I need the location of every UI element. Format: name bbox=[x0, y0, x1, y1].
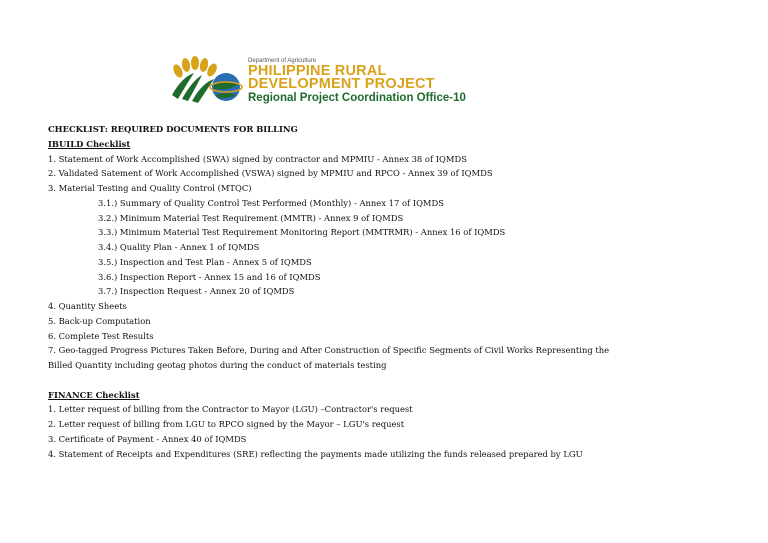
sub-list-item: 3.1.) Summary of Quality Control Test Performed (Monthly) - Annex 17 of IQMDS bbox=[98, 197, 444, 208]
header-text bbox=[248, 57, 466, 105]
department-label: Department of Agriculture bbox=[248, 58, 317, 64]
sub-list-item: 3.2.) Minimum Material Test Requirement (MMTR) - Annex 9 of IQMDS bbox=[98, 212, 404, 223]
list-item: 4. Statement of Receipts and Expenditures (SRE) reflecting the payments made utilizing the funds released prepared by LGU bbox=[48, 448, 583, 459]
list-item: 5. Back-up Computation bbox=[48, 315, 151, 326]
document-body bbox=[48, 122, 748, 461]
ibuild-heading: IBUILD Checklist bbox=[48, 138, 131, 149]
sub-list-item: 3.6.) Inspection Report - Annex 15 and 16 of IQMDS bbox=[98, 271, 321, 282]
sub-list-item: 3.4.) Quality Plan - Annex 1 of IQMDS bbox=[98, 242, 260, 252]
finance-heading: FINANCE Checklist bbox=[48, 389, 140, 400]
list-item: 3. Material Testing and Quality Control (MTQC) bbox=[48, 183, 252, 193]
list-item: 2. Letter request of billing from LGU to RPCO signed by the Mayor – LGU's request bbox=[48, 419, 405, 429]
list-item: 6. Complete Test Results bbox=[48, 330, 154, 341]
list-item: 1. Letter request of billing from the Contractor to Mayor (LGU) –Contractor's request bbox=[48, 404, 413, 415]
checklist-title: CHECKLIST: REQUIRED DOCUMENTS FOR BILLING bbox=[48, 124, 298, 134]
list-item: 3. Certificate of Payment - Annex 40 of IQMDS bbox=[48, 433, 247, 444]
list-item: 1. Statement of Work Accomplished (SWA) signed by contractor and MPMIU - Annex 38 of IQMDS bbox=[48, 153, 467, 164]
project-title-line2: DEVELOPMENT PROJECT bbox=[248, 76, 435, 92]
list-item: 4. Quantity Sheets bbox=[48, 301, 127, 311]
project-title-line1: PHILIPPINE RURAL bbox=[248, 63, 387, 79]
list-item: 2. Validated Satement of Work Accomplished (VSWA) signed by MPMIU and RPCO - Annex 39 of IQMDS bbox=[48, 168, 493, 179]
office-label: Regional Project Coordination Office-10 bbox=[248, 92, 466, 104]
list-item: 7. Geo-tagged Progress Pictures Taken Before, During and After Construction of Specific Segments of Civil Works Representing the bbox=[48, 345, 610, 356]
sub-list-item: 3.3.) Minimum Material Test Requirement Monitoring Report (MMTRMR) - Annex 16 of IQMDS bbox=[98, 227, 506, 238]
sub-list-item: 3.5.) Inspection and Test Plan - Annex 5 of IQMDS bbox=[98, 256, 312, 267]
list-item-continuation: Billed Quantity including geotag photos during the conduct of materials testing bbox=[48, 360, 387, 370]
prdp-logo-icon bbox=[168, 55, 244, 107]
sub-list-item: 3.7.) Inspection Request - Annex 20 of IQMDS bbox=[98, 286, 295, 297]
header bbox=[168, 55, 466, 107]
